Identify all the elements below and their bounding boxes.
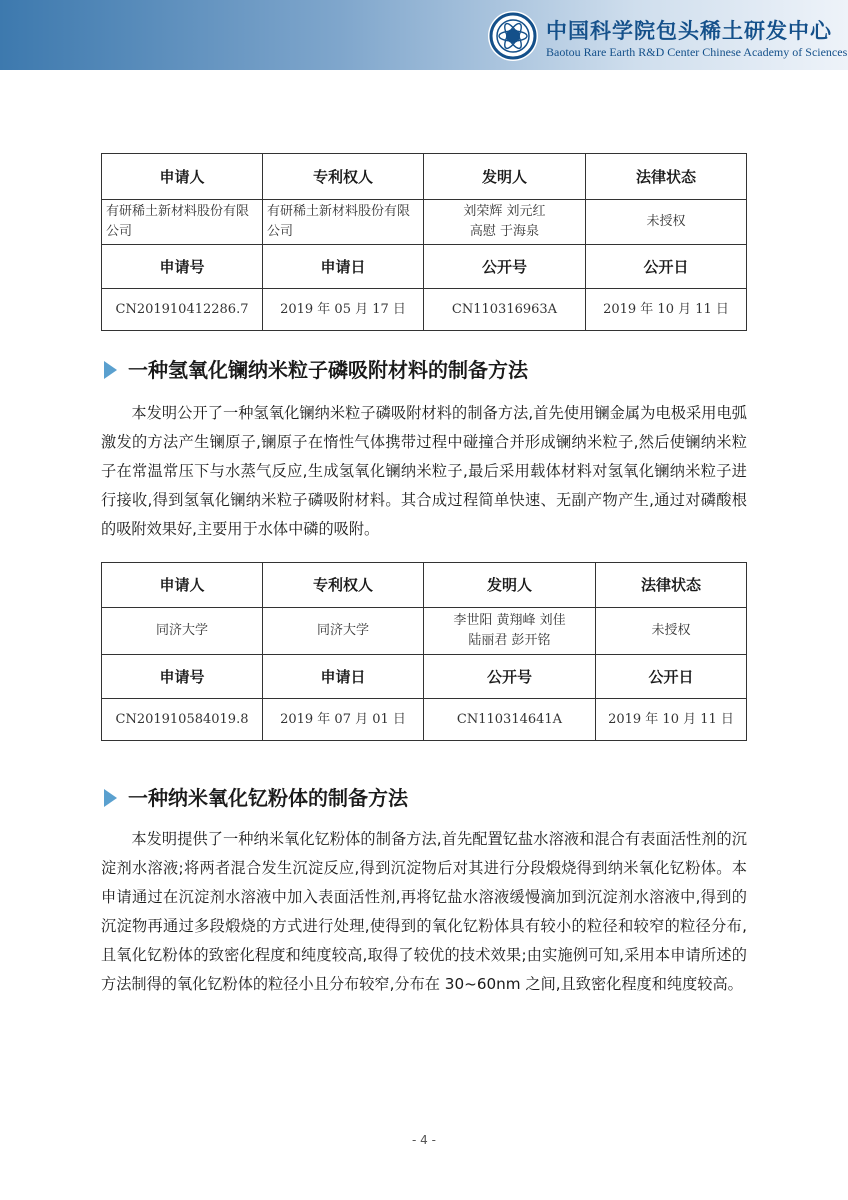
header-inventor: 发明人 bbox=[424, 563, 596, 608]
header-legal-status: 法律状态 bbox=[586, 154, 747, 200]
cell-patentee: 有研稀土新材料股份有限公司 bbox=[263, 200, 424, 245]
cell-app-no: CN201910584019.8 bbox=[102, 699, 263, 741]
inventor-line: 刘荣辉 刘元红 bbox=[463, 204, 546, 219]
page-number: - 4 - bbox=[412, 1133, 436, 1147]
inventor-line: 高慰 于海泉 bbox=[469, 224, 540, 239]
cell-inventor bbox=[424, 200, 586, 245]
section-title-text: 一种纳米氧化钇粉体的制备方法 bbox=[128, 786, 408, 810]
header-inventor: 发明人 bbox=[424, 154, 586, 200]
cell-legal-status: 未授权 bbox=[586, 200, 747, 245]
header-patentee: 专利权人 bbox=[263, 563, 424, 608]
header-app-date: 申请日 bbox=[263, 245, 424, 289]
header-app-no: 申请号 bbox=[102, 245, 263, 289]
header-app-date: 申请日 bbox=[263, 655, 424, 699]
section-title-1 bbox=[104, 355, 744, 385]
triangle-bullet-icon bbox=[104, 361, 117, 379]
abstract-paragraph-1: 本发明公开了一种氢氧化镧纳米粒子磷吸附材料的制备方法,首先使用镧金属为电极采用电弧激发的方法产生镧原子,镧原子在惰性气体携带过程中碰撞合并形成镧纳米粒子,然后使镧纳米粒子在常温常压下与水蒸气反应,生成氢氧化镧纳米粒子,最后采用载体材料对氢氧化镧纳米粒子进行接收,得到氢氧化镧纳米粒子磷吸附材料。其合成过程简单快速、无副产物产生,通过对磷酸根的吸附效果好,主要用于水体中磷的吸附。 bbox=[101, 404, 747, 538]
cell-applicant: 有研稀土新材料股份有限公司 bbox=[102, 200, 263, 245]
header-pub-no: 公开号 bbox=[424, 245, 586, 289]
cell-pub-date: 2019 年 10 月 11 日 bbox=[596, 699, 747, 741]
cell-app-no: CN201910412286.7 bbox=[102, 289, 263, 331]
header-app-no: 申请号 bbox=[102, 655, 263, 699]
cell-patentee: 同济大学 bbox=[263, 608, 424, 655]
cell-app-date: 2019 年 07 月 01 日 bbox=[263, 699, 424, 741]
cell-pub-no: CN110316963A bbox=[424, 289, 586, 331]
cell-app-date: 2019 年 05 月 17 日 bbox=[263, 289, 424, 331]
header-applicant: 申请人 bbox=[102, 563, 263, 608]
cell-legal-status: 未授权 bbox=[596, 608, 747, 655]
header-pub-date: 公开日 bbox=[596, 655, 747, 699]
patent-info-table-1 bbox=[101, 153, 747, 331]
header-applicant: 申请人 bbox=[102, 154, 263, 200]
header-legal-status: 法律状态 bbox=[596, 563, 747, 608]
cell-pub-no: CN110314641A bbox=[424, 699, 596, 741]
inventor-line: 李世阳 黄翔峰 刘佳 bbox=[453, 613, 566, 628]
cell-applicant: 同济大学 bbox=[102, 608, 263, 655]
org-name-cn: 中国科学院包头稀土研发中心 bbox=[546, 18, 832, 43]
inventor-line: 陆丽君 彭开铭 bbox=[468, 633, 551, 648]
cas-seal-logo-icon bbox=[487, 10, 539, 62]
header-patentee: 专利权人 bbox=[263, 154, 424, 200]
section-title-text: 一种氢氧化镧纳米粒子磷吸附材料的制备方法 bbox=[128, 358, 528, 382]
abstract-paragraph-2: 本发明提供了一种纳米氧化钇粉体的制备方法,首先配置钇盐水溶液和混合有表面活性剂的沉淀剂水溶液;将两者混合发生沉淀反应,得到沉淀物后对其进行分段煅烧得到纳米氧化钇粉体。本申请通过在沉淀剂水溶液中加入表面活性剂,再将钇盐水溶液缓慢滴加到沉淀剂水溶液中,得到的沉淀物再通过多段煅烧的方式进行处理,使得到的氧化钇粉体具有较小的粒径和较窄的粒径分布,且氧化钇粉体的致密化程度和纯度较高,取得了较优的技术效果;由实施例可知,采用本申请所述的方法制得的氧化钇粉体的粒径小且分布较窄,分布在 30~60nm 之间,且致密化程度和纯度较高。 bbox=[101, 830, 747, 993]
triangle-bullet-icon bbox=[104, 789, 117, 807]
cell-inventor bbox=[424, 608, 596, 655]
section-title-2 bbox=[104, 783, 744, 813]
header-pub-date: 公开日 bbox=[586, 245, 747, 289]
org-name-en: Baotou Rare Earth R&D Center Chinese Academy of Sciences bbox=[546, 45, 848, 59]
patent-info-table-2 bbox=[101, 562, 747, 741]
cell-pub-date: 2019 年 10 月 11 日 bbox=[586, 289, 747, 331]
header-pub-no: 公开号 bbox=[424, 655, 596, 699]
